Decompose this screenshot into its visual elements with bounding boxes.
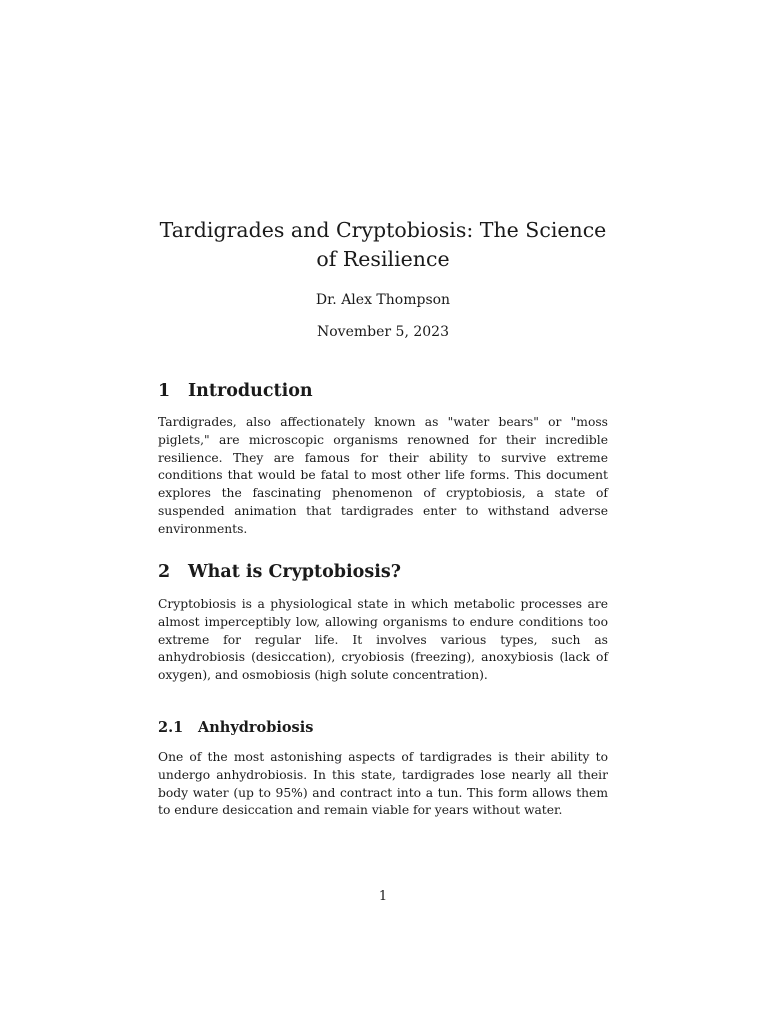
subsection-number: 2.1 — [158, 719, 184, 736]
section-number: 2 — [158, 562, 171, 582]
section-body-introduction: Tardigrades, also affectionately known as "water bears" or "moss piglets," are microscopic organisms renowned for their incredible resilience. They are famous for their ability to survive extreme conditions that would be fatal to most other life forms. This document explores the fascinating phenomenon of cryptobiosis, a state of suspended animation that tardigrades enter to withstand adverse environments. — [158, 415, 608, 536]
document-date: November 5, 2023 — [317, 324, 449, 340]
page-number: 1 — [378, 889, 388, 904]
document-title: Tardigrades and Cryptobiosis: The Science of Resilience — [159, 218, 607, 271]
subsection-title: Anhydrobiosis — [198, 719, 314, 736]
section-title: What is Cryptobiosis? — [188, 562, 401, 582]
subsection-heading-anhydrobiosis — [158, 718, 608, 738]
section-heading-introduction — [158, 379, 608, 403]
section-heading-cryptobiosis — [158, 560, 608, 584]
section-body-cryptobiosis: Cryptobiosis is a physiological state in which metabolic processes are almost imperceptibly low, allowing organisms to endure conditions too extreme for regular life. It involves various types, such as anhydrobiosis (desiccation), cryobiosis (freezing), anoxybiosis (lack of oxygen), and osmobiosis (high solute concentration). — [158, 597, 608, 683]
section-title: Introduction — [188, 381, 313, 401]
section-number: 1 — [158, 381, 171, 401]
subsection-body-anhydrobiosis: One of the most astonishing aspects of tardigrades is their ability to undergo anhydrobiosis. In this state, tardigrades lose nearly all their body water (up to 95%) and contract into a tun. This form allows them to endure desiccation and remain viable for years without water. — [158, 750, 608, 818]
document-author: Dr. Alex Thompson — [315, 292, 451, 308]
